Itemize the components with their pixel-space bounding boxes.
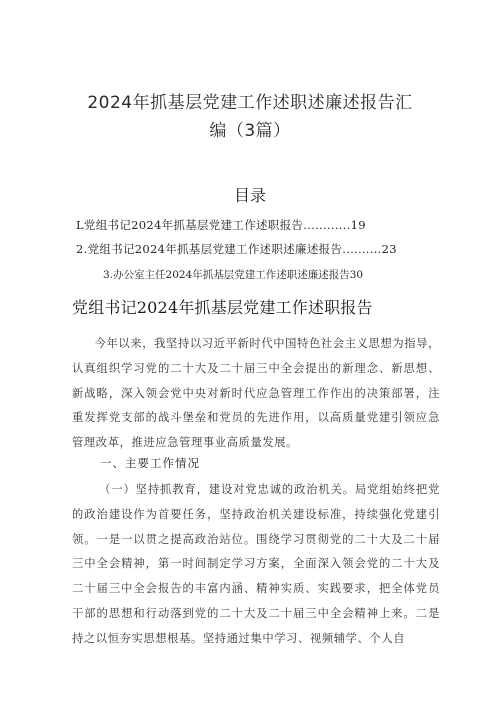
toc-heading: 目录 xyxy=(233,186,266,205)
section-heading: 一、主要工作情况 xyxy=(100,456,200,470)
toc-item[interactable]: 3.办公室主任2024年抓基层党建工作述职述廉述报告30 xyxy=(103,269,364,281)
toc-item[interactable]: 2.党组书记2024年抓基层党建工作述职述廉述报告.………23 xyxy=(76,242,397,256)
toc-item[interactable]: L党组书记2024年抓基层党建工作述职报告............19 xyxy=(76,218,366,232)
body-paragraph: （一）坚持抓教育，建设对党忠诚的政治机关。局党组始终把党的政治建设作为首要任务，坚持政治机关建设标准，持续强化党建引领。一是一以贯之提高政治站位。围绕学习贯彻党的二十大及二十届三中全会精神，第一时间制定学习方案，全面深入领会党的二十大及二十届三中全会报告的丰富内涵、精神实质、实践要求，把全体党员干部的思想和行动落到党的二十大及二十届三中全会精神上来。二是持之以恒夯实思想根基。坚持通过集中学习、视频辅学、个人自 xyxy=(72,483,440,645)
intro-paragraph: 今年以来，我坚持以习近平新时代中国特色社会主义思想为指导，认真组织学习党的二十大及二十届三中全会提出的新理念、新思想、新战略，深入领会党中央对新时代应急管理工作作出的决策部署，注重发挥党支部的战斗堡垒和党员的先进作用，以高质量党建引领应急管理改革，推进应急管理事业高质量发展。 xyxy=(72,337,440,450)
article-title: 党组书记2024年抓基层党建工作述职报告 xyxy=(72,298,373,317)
document-title-line-1: 2024年抓基层党建工作述职述廉述报告汇 xyxy=(87,93,413,113)
document-title-line-2: 编（3篇） xyxy=(209,121,291,141)
